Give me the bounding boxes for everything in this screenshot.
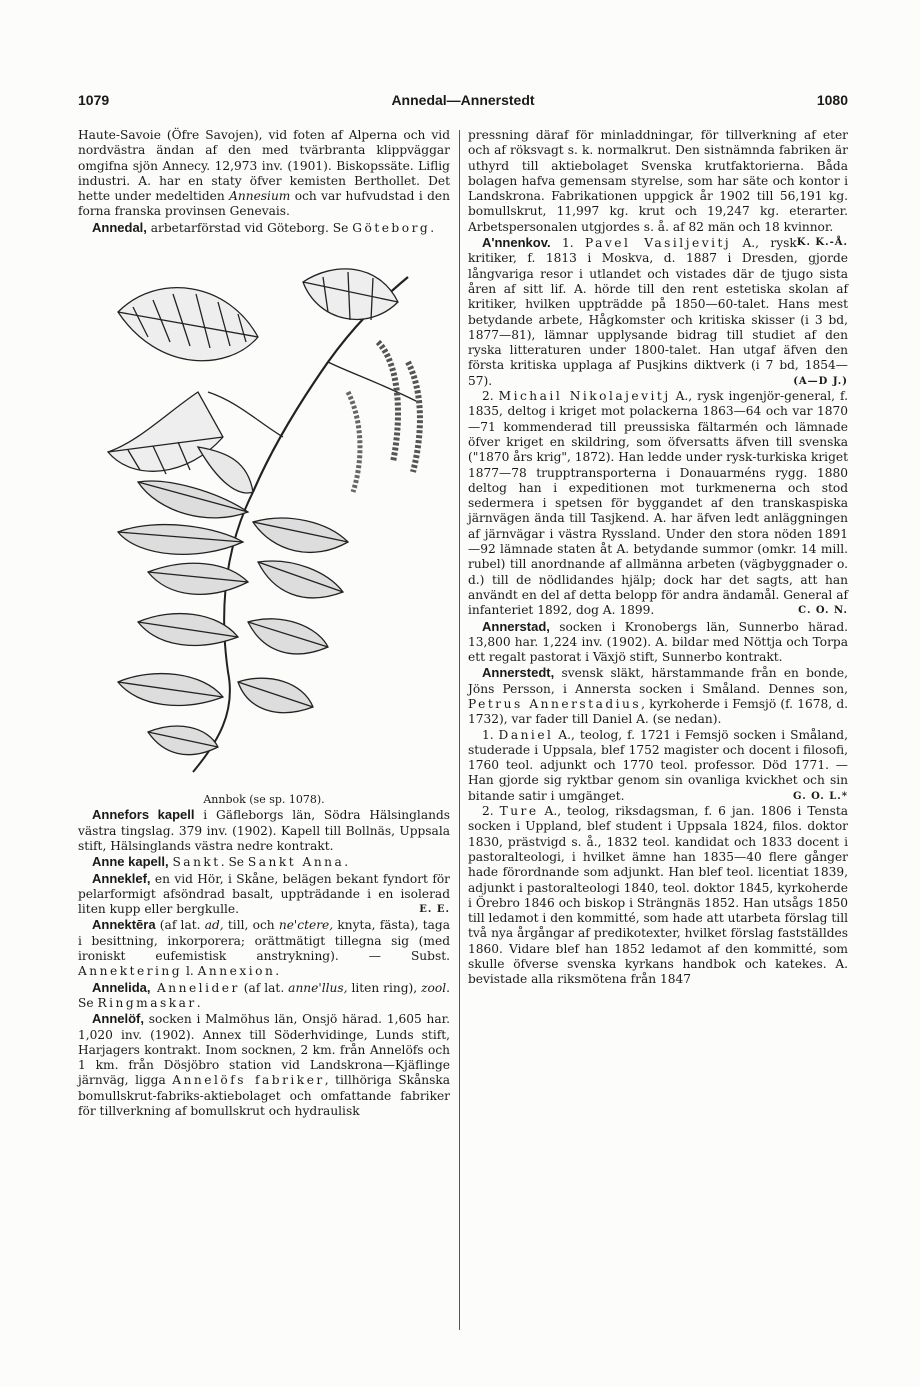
author-signature: K. K.-Å. <box>796 237 848 249</box>
page-number-left: 1079 <box>78 92 110 108</box>
entry-annefors-kapell: Annefors kapell i Gäfleborgs län, Södra Hälsinglands västra tingslag. 379 inv. (1902). Kapell till Bollnäs, Uppsala stift, Hälsinglands västra nedre kontrakt. <box>78 807 451 853</box>
author-signature: (A—D J.) <box>793 375 848 387</box>
figure-caption: Annbok (se sp. 1078). <box>203 793 325 807</box>
entry-annecy-continued: Haute-Savoie (Öfre Savojen), vid foten af Alperna och vid nordvästra ändan af den med tvärbranta klippväggar omgifna sjön Annecy. 12,973 inv. (1901). Biskopssäte. Liflig industri. A. har en staty öfver kemisten Berthollet. Det hette under medeltiden Annesium och var hufvudstad i den forna franska provinsen Genevais. <box>78 128 450 219</box>
entry-annerstedt: Annerstedt, svensk släkt, härstammande från en bonde, Jöns Persson, i Annersta socken i Småland. Dennes son, Petrus Annerstadius, kyrkoherde i Femsjö (f. 1678, d. 1732), var fader till Daniel A. (se nedan). <box>468 665 849 727</box>
author-signature: E. E. <box>419 904 450 916</box>
entry-annelida: Annelida, Annelider (af lat. anne'llus, liten ring), zool. Se Ringmaskar. <box>78 979 450 1010</box>
left-column <box>78 128 450 1119</box>
entry-annenkov-michail: 2. Michail Nikolajevitj A., rysk ingenjör-general, f. 1835, deltog i kriget mot polackerna 1863—64 och var 1870—71 kommenderad till preussiska fältarmén och lämnade öfver kriget en skildring, som öfversatts äfven till svenska ("1870 års krig", 1872). Han ledde under rysk-turkiska kriget 1877—78 trupptransporterna i Donauarméns rygg. 1880 deltog han i expeditionen mot turkmenerna och stod sedermera i spetsen för byggandet af den transkaspiska järnvägen ända till Tasjkend. A. har äfven ledt anläggningen af järnvägar i västra Ryssland. Under den stora nöden 1891—92 lämnade staten åt A. betydande summor (omkr. 14 mill. rubel) till anordnande af allmänna arbeten (vägbyggnader o. d.) till de nödlidandes hjälp; dock har det sagts, att han användt en del af detta belopp för andra ändamål. General af infanteriet 1892, dog A. 1899. C. O. N. <box>468 389 848 618</box>
entry-annektera: Annektēra (af lat. ad, till, och ne'ctere, knyta, fästa), taga i besittning, inkorporera; orättmätigt tillegna sig (med ironiskt eufemistisk anstrykning). — Subst. Annektering l. Annexion. <box>78 917 450 979</box>
author-signature: G. O. L.* <box>793 790 848 802</box>
column-divider <box>459 130 460 1330</box>
right-column <box>468 128 848 988</box>
entry-annerstedt-ture: 2. Ture A., teolog, riksdagsman, f. 6 jan. 1806 i Tensta socken i Uppland, blef student i Uppsala 1824, filos. doktor 1830, prästvigd s. å., 1832 teol. kandidat och 1833 docent i pastoralteologi, i hvilket ämne han 1835—40 flere gånger hade förordnande som adjunkt. Han blef teol. licentiat 1839, adjunkt i pastoralteologi 1840, teol. doktor 1845, kyrkoherde i Örebro 1846 och biskop i Strängnäs 1852. Han utsågs 1850 till ledamot i den kommitté, som hade att utarbeta förslag till två nya årgångar af predikotexter, hvilket förslag fastställdes 1860. Vidare blef han 1852 ledamot af den kommitté, som skulle öfverse svenska kyrkans handbok och katekes. A. bevistade alla riksmötena från 1847 <box>468 804 848 987</box>
entry-annedal: Annedal, arbetarförstad vid Göteborg. Se Göteborg. <box>92 219 435 235</box>
page-number-right: 1080 <box>816 92 848 108</box>
entry-annelof-continued: pressning däraf för minladdningar, för tillverkning af eter och af röksvagt s. k. normalkrut. Den sistnämnda fabriken är uthyrd till aktiebolaget Svenska krutfaktorierna. Båda bolagen hafva gemensam styrelse, som har säte och kontor i Landskrona. Fabrikationen uppgick år 1902 till 56,191 kg. bomullskrut, 11,997 kg. krut och 19,247 kg. eterarter. Arbetspersonalen utgjordes s. å. af 82 män och 18 kvinnor. K. K.-Å. <box>468 128 848 235</box>
author-signature: C. O. N. <box>798 605 848 617</box>
hornbeam-branch-drawing <box>78 242 450 790</box>
entry-annenkov-pavel: A'nnenkov. 1. Pavel Vasiljevitj A., rysk kritiker, f. 1813 i Moskva, d. 1887 i Dresden, gjorde långvariga resor i utlandet och vistades där de tjugo sista åren af sitt lif. A. hörde till den rent estetiska skolan af kritiker, hvilken uppträdde på 1850—60-talet. Hans mest betydande arbete, Hågkomster och kritiska skisser (i 3 bd, 1877—81), lämnar upplysande bidrag till studiet af den ryska litteraturen under 1800-talet. Han utgaf äfven den första kritiska upplaga af Pusjkins diktverk (i 7 bd, 1854—57). (A—D J.) <box>468 235 848 388</box>
entry-anne-kapell: Anne kapell, Sankt. Se Sankt Anna. <box>92 854 349 870</box>
entry-annerstad: Annerstad, socken i Kronobergs län, Sunnerbo härad. 13,800 har. 1,224 inv. (1902). A. bildar med Nöttja och Torpa ett regalt pastorat i Växjö stift, Sunnerbo kontrakt. <box>468 618 848 665</box>
annbok-illustration <box>78 242 450 790</box>
entry-annelof: Annelöf, socken i Malmöhus län, Onsjö härad. 1,605 har. 1,020 inv. (1902). Annex till Söderhvidinge, Lunds stift, Harjagers kontrakt. Inom socknen, 2 km. från Annelöfs och 1 km. från Dösjöbro station vid Landskrona—Kjäflinge järnväg, ligga Annelöfs fabriker, tillhöriga Skånska bomullskrut-fabriks-aktiebolaget och omfattande fabriker för tillverkning af bomullskrut och hydraulisk <box>78 1011 450 1119</box>
page-header <box>78 92 848 114</box>
page-title: Annedal—Annerstedt <box>391 92 535 108</box>
entry-anneklef: Anneklef, en vid Hör, i Skåne, belägen bekant fyndort för pelarformigt afsöndrad basalt, uppträdande i en isolerad liten kupp eller bergkulle. E. E. <box>78 870 450 917</box>
entry-annerstedt-daniel: 1. Daniel A., teolog, f. 1721 i Femsjö socken i Småland, studerade i Uppsala, blef 1752 magister och docent i filosofi, 1760 teol. adjunkt och 1770 teol. professor. Död 1771. — Han gjorde sig ryktbar genom sin ovanliga kvickhet och sin bitande satir i umgänget. G. O. L.* <box>468 727 848 803</box>
